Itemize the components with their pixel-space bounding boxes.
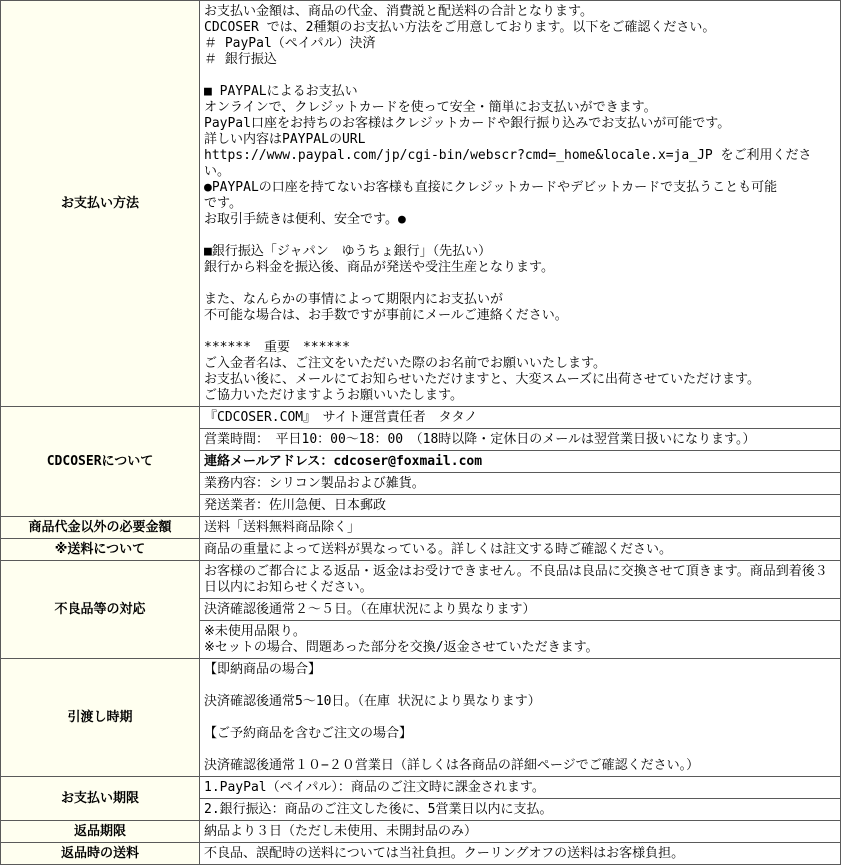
row-header-return-shipping: 返品時の送料 — [1, 843, 200, 864]
row-content-payment-deadline — [200, 777, 840, 820]
text-line — [204, 276, 836, 292]
text-line: 『CDCOSER.COM』 サイト運営責任者 タタノ — [204, 410, 478, 425]
text-line: ●PAYPALの口座を持てないお客様も直接にクレジットカードやデビットカードで支払うことも可能 — [204, 180, 778, 195]
text-line: 2.銀行振込：商品のご注文した後に、5営業日以内に支払。 — [204, 802, 553, 817]
row-header-about-cdcoser: CDCOSERについて — [1, 407, 200, 516]
text-line — [204, 678, 836, 694]
text-line: 不良品、誤配時の送料については当社負担。クーリングオフの送料はお客様負担。 — [204, 846, 685, 861]
text-line: お支払い後に、メールにてお知らせいただけますと、大変スムーズに出荷させていただけます。 — [204, 372, 761, 387]
content-cell — [200, 472, 840, 494]
row-content-defective-items — [200, 561, 840, 658]
text-line — [204, 228, 836, 244]
table-row-about-cdcoser — [1, 406, 840, 516]
row-content-shipping-note — [200, 539, 840, 560]
text-line: 不可能な場合は、お手数ですが事前にメールご連絡ください。 — [204, 308, 568, 323]
table-row-shipping-note — [1, 538, 840, 560]
content-cell — [200, 598, 840, 620]
text-line: 【ご予約商品を含むご注文の場合】 — [204, 726, 413, 741]
text-line: ※未使用品限り。 — [204, 624, 306, 639]
table-row-extra-fees — [1, 516, 840, 538]
table-row-return-shipping — [1, 842, 840, 864]
text-line: ご入金者名は、ご注文をいただいた際のお名前でお願いいたします。 — [204, 356, 606, 371]
row-content-return-shipping — [200, 843, 840, 864]
text-line: ＃ 銀行振込 — [204, 52, 277, 67]
content-cell — [200, 659, 840, 776]
contact-email-text: 連絡メールアドレス：cdcoser@foxmail.com — [204, 454, 483, 469]
text-line: 決済確認後通常２〜５日。（在庫状況により異なります） — [204, 602, 536, 617]
content-cell — [200, 821, 840, 842]
text-line: ■銀行振込「ジャパン ゆうちょ銀行」（先払い） — [204, 244, 492, 259]
content-cell — [200, 428, 840, 450]
table-row-payment-method — [1, 1, 840, 406]
table-row-return-deadline — [1, 820, 840, 842]
text-line: ※セットの場合、問題あった部分を交換/返金させていただきます。 — [204, 640, 599, 655]
table-row-delivery-time — [1, 658, 840, 776]
content-cell — [200, 777, 840, 798]
text-line: お支払い金額は、商品の代金、消費説と配送料の合計となります。 — [204, 4, 593, 19]
text-line: ご協力いただけますようお願いいたします。 — [204, 388, 463, 403]
text-line: 業務内容：シリコン製品および雑貨。 — [204, 476, 425, 491]
text-line: ■ PAYPALによるお支払い — [204, 84, 358, 99]
table-row-payment-deadline — [1, 776, 840, 820]
row-header-return-deadline: 返品期限 — [1, 821, 200, 842]
content-cell — [200, 494, 840, 516]
text-line: ****** 重要 ****** — [204, 340, 350, 355]
text-line: オンラインで、クレジットカードを使って安全・簡単にお支払いができます。 — [204, 100, 657, 115]
text-line — [204, 68, 836, 84]
content-cell — [200, 798, 840, 820]
text-line — [204, 742, 836, 758]
row-header-extra-fees: 商品代金以外の必要金額 — [1, 517, 200, 538]
text-line: PayPal口座をお持ちのお客様はクレジットカードや銀行振り込みでお支払いが可能です。 — [204, 116, 731, 131]
text-line: 決済確認後通常１０−２０営業日（詳しくは各商品の詳細ページでご確認ください。） — [204, 758, 700, 773]
row-header-delivery-time: 引渡し時期 — [1, 659, 200, 776]
row-header-shipping-note: ※送料について — [1, 539, 200, 560]
content-cell — [200, 1, 840, 406]
text-line: お客様のご都合による返品・返金はお受けできません。不良品は良品に交換させて頂きます。商品到着後３日以内にお知らせください。 — [204, 564, 828, 595]
text-line: 営業時間： 平日10：00〜18：00 （18時以降・定休日のメールは翌営業日扱いになります。） — [204, 432, 756, 447]
text-line: お取引手続きは便利、安全です。● — [204, 212, 406, 227]
text-line: 納品より３日（ただし未使用、未開封品のみ） — [204, 824, 478, 839]
text-line: 送料「送料無料商品除く」 — [204, 520, 361, 535]
text-line: 決済確認後通常5〜10日。（在庫 状況により異なります） — [204, 694, 541, 709]
content-cell — [200, 843, 840, 864]
row-content-extra-fees — [200, 517, 840, 538]
row-content-about-cdcoser — [200, 407, 840, 516]
text-line: 商品の重量によって送料が異なっている。詳しくは註文する時ご確認ください。 — [204, 542, 673, 557]
content-cell — [200, 561, 840, 598]
text-line: CDCOSER では、2種類のお支払い方法をご用意しております。以下をご確認ください。 — [204, 20, 716, 35]
text-line: 1.PayPal（ペイパル）：商品のご注文時に課金されます。 — [204, 780, 545, 795]
text-line: ＃ PayPal（ペイパル）決済 — [204, 36, 376, 51]
content-cell — [200, 517, 840, 538]
row-header-payment-deadline: お支払い期限 — [1, 777, 200, 820]
content-cell — [200, 450, 840, 472]
row-header-defective-items: 不良品等の対応 — [1, 561, 200, 658]
text-line — [204, 324, 836, 340]
row-header-payment-method: お支払い方法 — [1, 1, 200, 406]
paypal-url-text: https://www.paypal.com/jp/cgi-bin/webscr?cmd=_home&locale.x=ja_JP をご利用ください。 — [204, 148, 812, 179]
text-line: また、なんらかの事情によって期限内にお支払いが — [204, 292, 504, 307]
content-cell — [200, 620, 840, 658]
text-line: 詳しい内容はPAYPALのURL — [204, 132, 366, 147]
row-content-payment-method — [200, 1, 840, 406]
text-line: 銀行から料金を振込後、商品が発送や受注生産となります。 — [204, 260, 554, 275]
text-line — [204, 710, 836, 726]
content-cell — [200, 407, 840, 428]
text-line: 発送業者：佐川急便、日本郵政 — [204, 498, 387, 513]
content-cell — [200, 539, 840, 560]
row-content-delivery-time — [200, 659, 840, 776]
text-line: です。 — [204, 196, 242, 211]
row-content-return-deadline — [200, 821, 840, 842]
text-line: 【即納商品の場合】 — [204, 662, 322, 677]
table-row-defective-items — [1, 560, 840, 658]
